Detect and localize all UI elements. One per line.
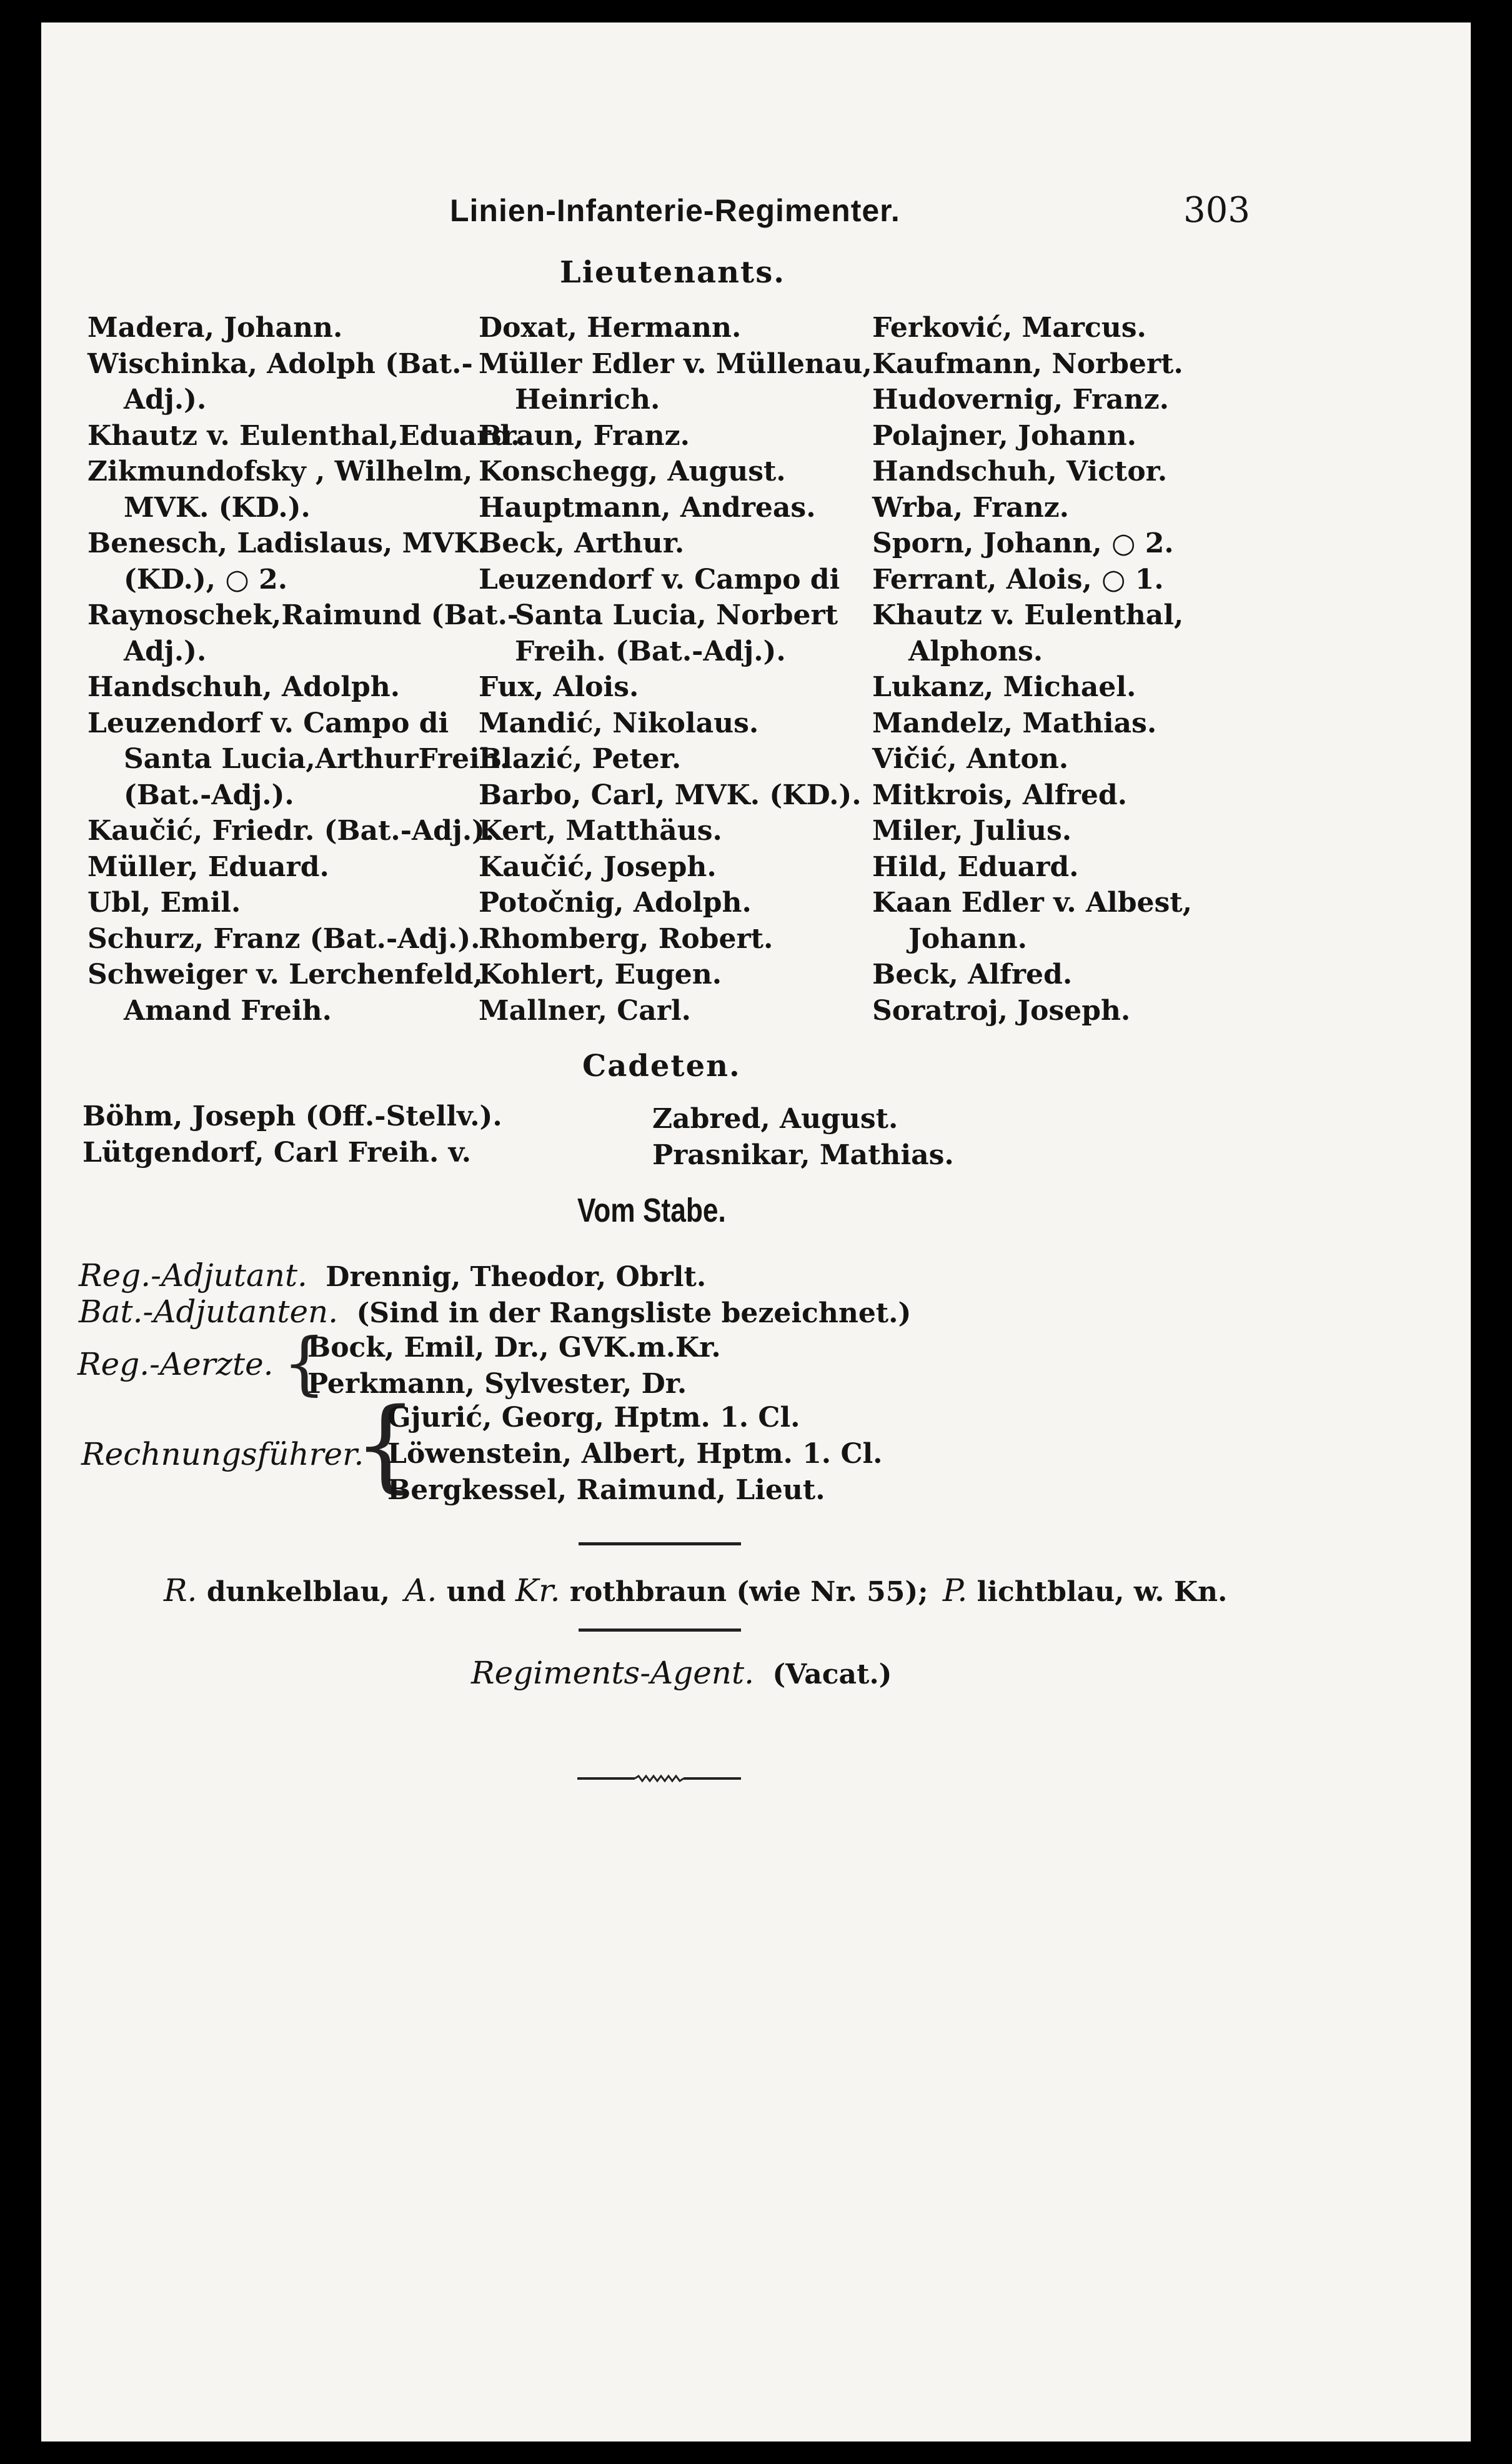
cadeten-heading: Cadeten. <box>582 1049 741 1084</box>
reg-adjutant-value: Drennig, Theodor, Obrlt. <box>326 1261 707 1293</box>
list-item: Müller Edler v. Müllenau, <box>479 347 872 380</box>
list-item: Schurz, Franz (Bat.-Adj.). <box>87 922 480 955</box>
list-item: Ferković, Marcus. <box>872 312 1146 344</box>
list-item: Blazić, Peter. <box>479 743 682 775</box>
brace-icon: { <box>354 1386 417 1503</box>
list-item: Benesch, Ladislaus, MVK. <box>87 527 488 559</box>
rechnungsfuehrer-list <box>387 1400 883 1509</box>
rechnungsfuehrer-label: Rechnungsführer. <box>81 1436 364 1472</box>
list-item: Mallner, Carl. <box>479 994 691 1027</box>
und-text: und <box>446 1576 506 1608</box>
page-header <box>41 192 1471 236</box>
list-item: Handschuh, Adolph. <box>87 671 400 703</box>
agent-value: (Vacat.) <box>772 1658 892 1690</box>
list-item: Khautz v. Eulenthal,Eduard. <box>87 419 520 452</box>
reg-adjutant-label: Reg.-Adjutant. <box>79 1257 307 1294</box>
list-item: Alphons. <box>908 635 1043 667</box>
list-item: Beck, Arthur. <box>479 527 685 559</box>
bat-adjutanten-label: Bat.-Adjutanten. <box>79 1294 339 1330</box>
list-item: Amand Freih. <box>124 994 332 1027</box>
list-item: Konschegg, August. <box>479 456 786 487</box>
list-item: Barbo, Carl, MVK. (KD.). <box>479 779 862 811</box>
list-item: Bock, Emil, Dr., GVK.m.Kr. <box>307 1332 721 1364</box>
list-item: Braun, Franz. <box>479 419 690 452</box>
vom-stabe-heading: Vom Stabe. <box>577 1192 726 1229</box>
agent-line <box>471 1655 892 1691</box>
cadeten-left-column <box>82 1099 502 1170</box>
list-item: Raynoschek,Raimund (Bat.- <box>87 599 519 631</box>
list-item: Soratroj, Joseph. <box>872 994 1131 1027</box>
list-item: Leuzendorf v. Campo di <box>479 563 840 596</box>
reg-adjutant-row <box>79 1257 706 1294</box>
list-item: Löwenstein, Albert, Hptm. 1. Cl. <box>387 1438 883 1470</box>
list-item: Kaan Edler v. Albest, <box>872 887 1192 919</box>
list-item: Fux, Alois. <box>479 671 639 703</box>
list-item: Bergkessel, Raimund, Lieut. <box>387 1474 825 1506</box>
list-item: Handschuh, Victor. <box>872 456 1168 487</box>
list-item: Lukanz, Michael. <box>872 671 1136 703</box>
list-item: Heinrich. <box>515 384 660 416</box>
lieutenants-column-2 <box>479 310 878 1029</box>
list-item: Kaufmann, Norbert. <box>872 347 1183 380</box>
lieutenants-column-3 <box>872 310 1222 1029</box>
reg-aerzte-label-wrap <box>77 1346 274 1382</box>
list-item: (Bat.-Adj.). <box>124 779 294 811</box>
r-text: dunkelblau, <box>206 1576 390 1608</box>
lieutenants-heading: Lieutenants. <box>560 255 785 290</box>
list-item: Santa Lucia,ArthurFreih. <box>124 743 510 775</box>
page-number: 303 <box>1183 190 1250 231</box>
list-item: Santa Lucia, Norbert <box>515 599 838 631</box>
list-item: Lütgendorf, Carl Freih. v. <box>82 1136 472 1169</box>
running-head: Linien-Infanterie-Regimenter. <box>450 193 900 228</box>
divider <box>579 1542 741 1545</box>
kr-label: Kr. <box>515 1572 560 1609</box>
divider <box>579 1629 741 1632</box>
list-item: Zabred, August. <box>652 1103 898 1135</box>
list-item: Prasnikar, Mathias. <box>652 1139 954 1171</box>
book-page <box>41 22 1471 2442</box>
uniform-line <box>164 1572 1227 1609</box>
p-text: lichtblau, w. Kn. <box>977 1576 1228 1608</box>
list-item: Ubl, Emil. <box>87 887 241 919</box>
list-item: Adj.). <box>124 384 207 416</box>
list-item: Polajner, Johann. <box>872 419 1136 452</box>
brace-icon: { <box>282 1323 326 1403</box>
list-item: Hild, Eduard. <box>872 850 1079 883</box>
ornament-rule-icon <box>577 1772 746 1785</box>
list-item: Vičić, Anton. <box>872 743 1069 775</box>
lieutenants-column-1 <box>87 310 520 1029</box>
list-item: Kaučić, Friedr. (Bat.-Adj.). <box>87 815 495 847</box>
bat-adjutanten-row <box>79 1294 911 1330</box>
list-item: Mandić, Nikolaus. <box>479 707 759 739</box>
list-item: Ferrant, Alois, ○ 1. <box>872 563 1164 596</box>
list-item: MVK. (KD.). <box>124 491 311 524</box>
list-item: Adj.). <box>124 635 207 667</box>
list-item: Sporn, Johann, ○ 2. <box>872 527 1174 559</box>
list-item: Potočnig, Adolph. <box>479 887 752 919</box>
list-item: Schweiger v. Lerchenfeld, <box>87 959 483 990</box>
list-item: Kaučić, Joseph. <box>479 850 717 883</box>
bat-adjutanten-value: (Sind in der Rangsliste bezeichnet.) <box>356 1297 912 1329</box>
list-item: Mitkrois, Alfred. <box>872 779 1127 811</box>
list-item: Böhm, Joseph (Off.-Stellv.). <box>82 1100 502 1132</box>
p-label: P. <box>942 1572 968 1609</box>
list-item: Miler, Julius. <box>872 815 1072 847</box>
list-item: Kert, Matthäus. <box>479 815 722 847</box>
cadeten-right-column <box>652 1101 954 1173</box>
list-item: Rhomberg, Robert. <box>479 922 773 955</box>
list-item: Hudovernig, Franz. <box>872 384 1169 416</box>
list-item: Perkmann, Sylvester, Dr. <box>307 1368 687 1400</box>
r-label: R. <box>164 1572 197 1609</box>
list-item: Khautz v. Eulenthal, <box>872 599 1184 631</box>
list-item: Johann. <box>908 922 1027 955</box>
list-item: Kohlert, Eugen. <box>479 959 722 990</box>
agent-label: Regiments-Agent. <box>471 1655 754 1691</box>
list-item: Mandelz, Mathias. <box>872 707 1157 739</box>
list-item: Madera, Johann. <box>87 312 343 344</box>
list-item: Doxat, Hermann. <box>479 312 742 344</box>
list-item: Gjurić, Georg, Hptm. 1. Cl. <box>387 1402 800 1434</box>
a-label: A. <box>404 1572 437 1609</box>
list-item: Hauptmann, Andreas. <box>479 491 816 524</box>
list-item: Freih. (Bat.-Adj.). <box>515 635 786 667</box>
reg-aerzte-label: Reg.-Aerzte. <box>77 1346 274 1382</box>
kr-text: rothbraun (wie Nr. 55); <box>569 1576 928 1608</box>
list-item: Wrba, Franz. <box>872 491 1069 524</box>
rechnungsfuehrer-label-wrap <box>81 1436 364 1472</box>
list-item: Beck, Alfred. <box>872 959 1073 990</box>
list-item: Müller, Eduard. <box>87 850 329 883</box>
list-item: Zikmundofsky , Wilhelm, <box>87 456 473 487</box>
list-item: (KD.), ○ 2. <box>124 563 288 596</box>
list-item: Wischinka, Adolph (Bat.- <box>87 347 473 380</box>
list-item: Leuzendorf v. Campo di <box>87 707 449 739</box>
